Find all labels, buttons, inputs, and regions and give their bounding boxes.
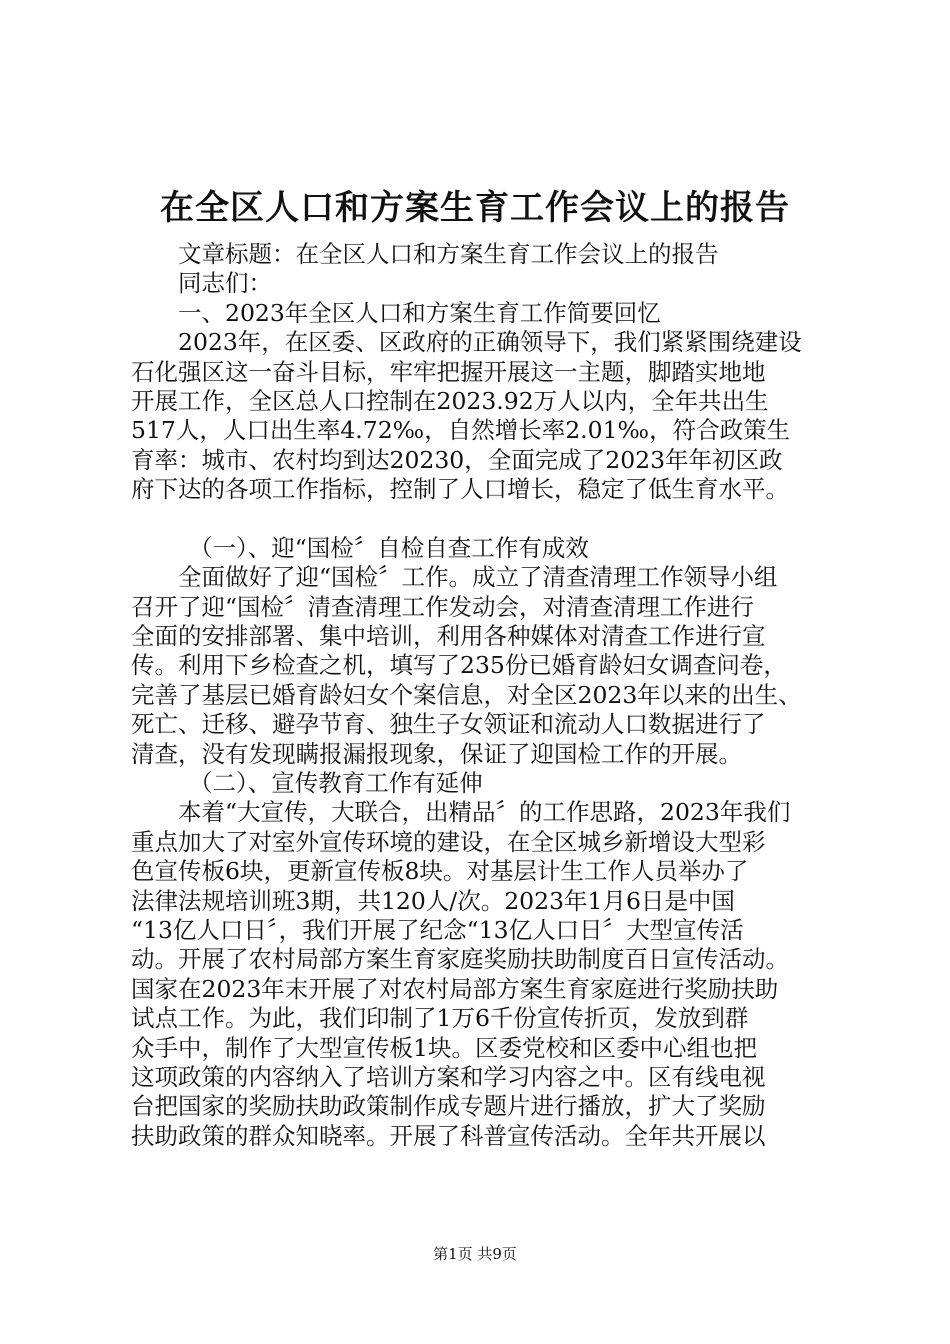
document-body (131, 240, 831, 1151)
paragraph-line: 育率：城市、农村均到达20230，全面完成了2023年年初区政 (131, 445, 783, 474)
subsection-heading: （一）、迎“国检〞自检自查工作有成效 (189, 533, 589, 562)
paragraph-line: 这项政策的内容纳入了培训方案和学习内容之中。区有线电视 (131, 1062, 766, 1091)
section-heading: 一、2023年全区人口和方案生育工作简要回忆 (178, 298, 661, 327)
article-title-line: 文章标题：在全区人口和方案生育工作会议上的报告 (178, 240, 719, 268)
paragraph-line: “13亿人口日〞，我们开展了纪念“13亿人口日〞大型宣传活 (131, 915, 744, 944)
paragraph-line: 清查，没有发现瞒报漏报现象，保证了迎国检工作的开展。 (131, 739, 742, 768)
paragraph-line: 府下达的各项工作指标，控制了人口增长，稳定了低生育水平。 (131, 475, 789, 504)
paragraph-line: 台把国家的奖励扶助政策制作成专题片进行播放，扩大了奖励 (131, 1092, 766, 1121)
paragraph-line: 全面做好了迎“国检〞工作。成立了清查清理工作领导小组 (178, 563, 778, 592)
paragraph-line: 法律法规培训班3期，共120人/次。2023年1月6日是中国 (131, 886, 735, 915)
paragraph-line: 试点工作。为此，我们印制了1万6千份宣传折页，发放到群 (131, 1004, 749, 1033)
page-footer: 第1页 共9页 (433, 1245, 517, 1263)
paragraph-line: 国家在2023年末开展了对农村局部方案生育家庭进行奖励扶助 (131, 974, 779, 1003)
subsection-heading: （二）、宣传教育工作有延伸 (189, 769, 483, 798)
paragraph-line: 全面的安排部署、集中培训，利用各种媒体对清查工作进行宣 (131, 622, 766, 651)
document-title: 在全区人口和方案生育工作会议上的报告 (160, 188, 790, 228)
paragraph-line: 517人，人口出生率4.72‰，自然增长率2.01‰，符合政策生 (131, 416, 791, 445)
paragraph-line: 完善了基层已婚育龄妇女个案信息，对全区2023年以来的出生、 (131, 680, 802, 709)
paragraph-line: 扶助政策的群众知晓率。开展了科普宣传活动。全年共开展以 (131, 1121, 766, 1150)
paragraph-line: 死亡、迁移、避孕节育、独生子女领证和流动人口数据进行了 (131, 710, 766, 739)
paragraph-line: 开展工作，全区总人口控制在2023.92万人以内，全年共出生 (131, 386, 769, 415)
salutation: 同志们： (178, 269, 272, 298)
paragraph-line: 召开了迎“国检〞清查清理工作发动会，对清查清理工作进行 (131, 592, 755, 621)
paragraph-line: 众手中，制作了大型宣传板1块。区委党校和区委中心组也把 (131, 1033, 757, 1062)
paragraph-gap (131, 505, 831, 534)
paragraph-line: 2023年，在区委、区政府的正确领导下，我们紧紧围绕建设 (178, 328, 802, 357)
paragraph-line: 重点加大了对室外宣传环境的建设，在全区城乡新增设大型彩 (131, 827, 766, 856)
paragraph-line: 石化强区这一奋斗目标，牢牢把握开展这一主题，脚踏实地地 (131, 357, 766, 386)
paragraph-line: 本着“大宣传，大联合，出精品〞的工作思路，2023年我们 (178, 798, 791, 827)
paragraph-line: 动。开展了农村局部方案生育家庭奖励扶助制度百日宣传活动。 (131, 945, 789, 974)
paragraph-line: 色宣传板6块，更新宣传板8块。对基层计生工作人员举办了 (131, 857, 749, 886)
paragraph-line: 传。利用下乡检查之机，填写了235份已婚育龄妇女调查问卷， (131, 651, 787, 680)
